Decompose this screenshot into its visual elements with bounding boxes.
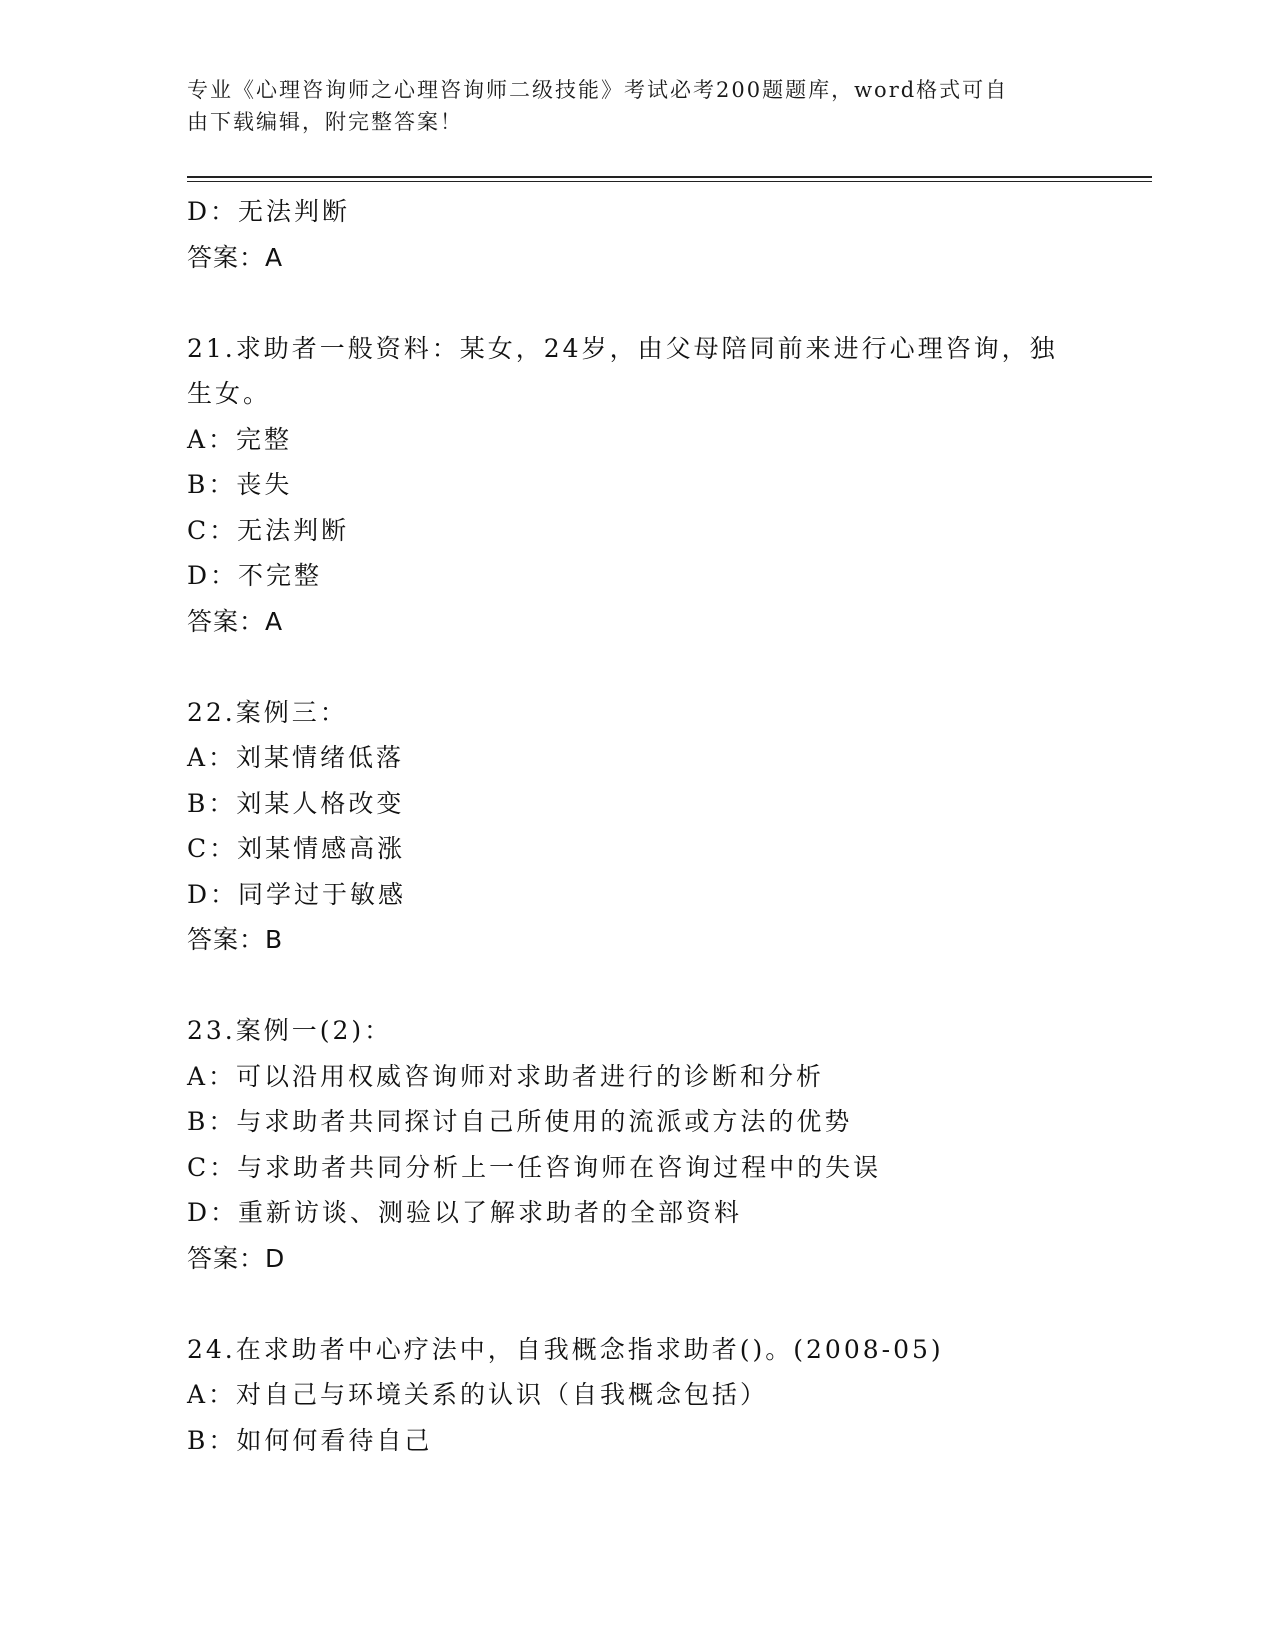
spacer xyxy=(187,280,1147,326)
header-rule-thin xyxy=(187,181,1152,182)
option-b: B：丧失 xyxy=(187,470,293,499)
option-d: D：同学过于敏感 xyxy=(187,879,407,909)
question-22 xyxy=(187,690,1147,963)
option-d: D：重新访谈、测验以了解求助者的全部资料 xyxy=(187,1198,743,1227)
question-23 xyxy=(187,1008,1147,1281)
question-24 xyxy=(187,1327,1147,1464)
option-a: A：可以沿用权威咨询师对求助者进行的诊断和分析 xyxy=(187,1061,825,1091)
header-rule-thick xyxy=(187,176,1152,178)
option-a: A：对自己与环境关系的认识（自我概念包括） xyxy=(187,1380,769,1409)
question-stem: 23.案例一(2)： xyxy=(187,1016,393,1045)
prev-option-d: D：无法判断 xyxy=(187,197,351,226)
spacer xyxy=(187,644,1147,690)
question-stem-cont: 生女。 xyxy=(187,379,272,408)
question-content xyxy=(187,189,1147,1463)
question-stem: 22.案例三： xyxy=(187,697,348,727)
option-b: B：刘某人格改变 xyxy=(187,788,405,818)
option-b: B：与求助者共同探讨自己所使用的流派或方法的优势 xyxy=(187,1107,853,1136)
question-stem: 24.在求助者中心疗法中，自我概念指求助者()。(2008-05) xyxy=(187,1334,944,1364)
header-line-1: 专业《心理咨询师之心理咨询师二级技能》考试必考200题题库，word格式可自 xyxy=(187,78,1009,102)
option-b: B：如何何看待自己 xyxy=(187,1425,433,1455)
answer: 答案：D xyxy=(187,1243,286,1273)
option-c: C：刘某情感高涨 xyxy=(187,834,406,863)
page-header xyxy=(187,74,1067,138)
option-a: A：刘某情绪低落 xyxy=(187,743,405,772)
header-line-2: 由下载编辑，附完整答案！ xyxy=(187,110,463,134)
answer: 答案：B xyxy=(187,925,284,954)
spacer xyxy=(187,963,1147,1009)
prev-answer: 答案：A xyxy=(187,242,284,272)
answer: 答案：A xyxy=(187,606,284,636)
question-21 xyxy=(187,326,1147,645)
question-stem: 21.求助者一般资料：某女，24岁，由父母陪同前来进行心理咨询，独 xyxy=(187,333,1058,363)
option-c: C：与求助者共同分析上一任咨询师在咨询过程中的失误 xyxy=(187,1152,882,1182)
spacer xyxy=(187,1281,1147,1327)
option-a: A：完整 xyxy=(187,424,293,454)
option-c: C：无法判断 xyxy=(187,515,350,545)
option-d: D：不完整 xyxy=(187,561,323,590)
